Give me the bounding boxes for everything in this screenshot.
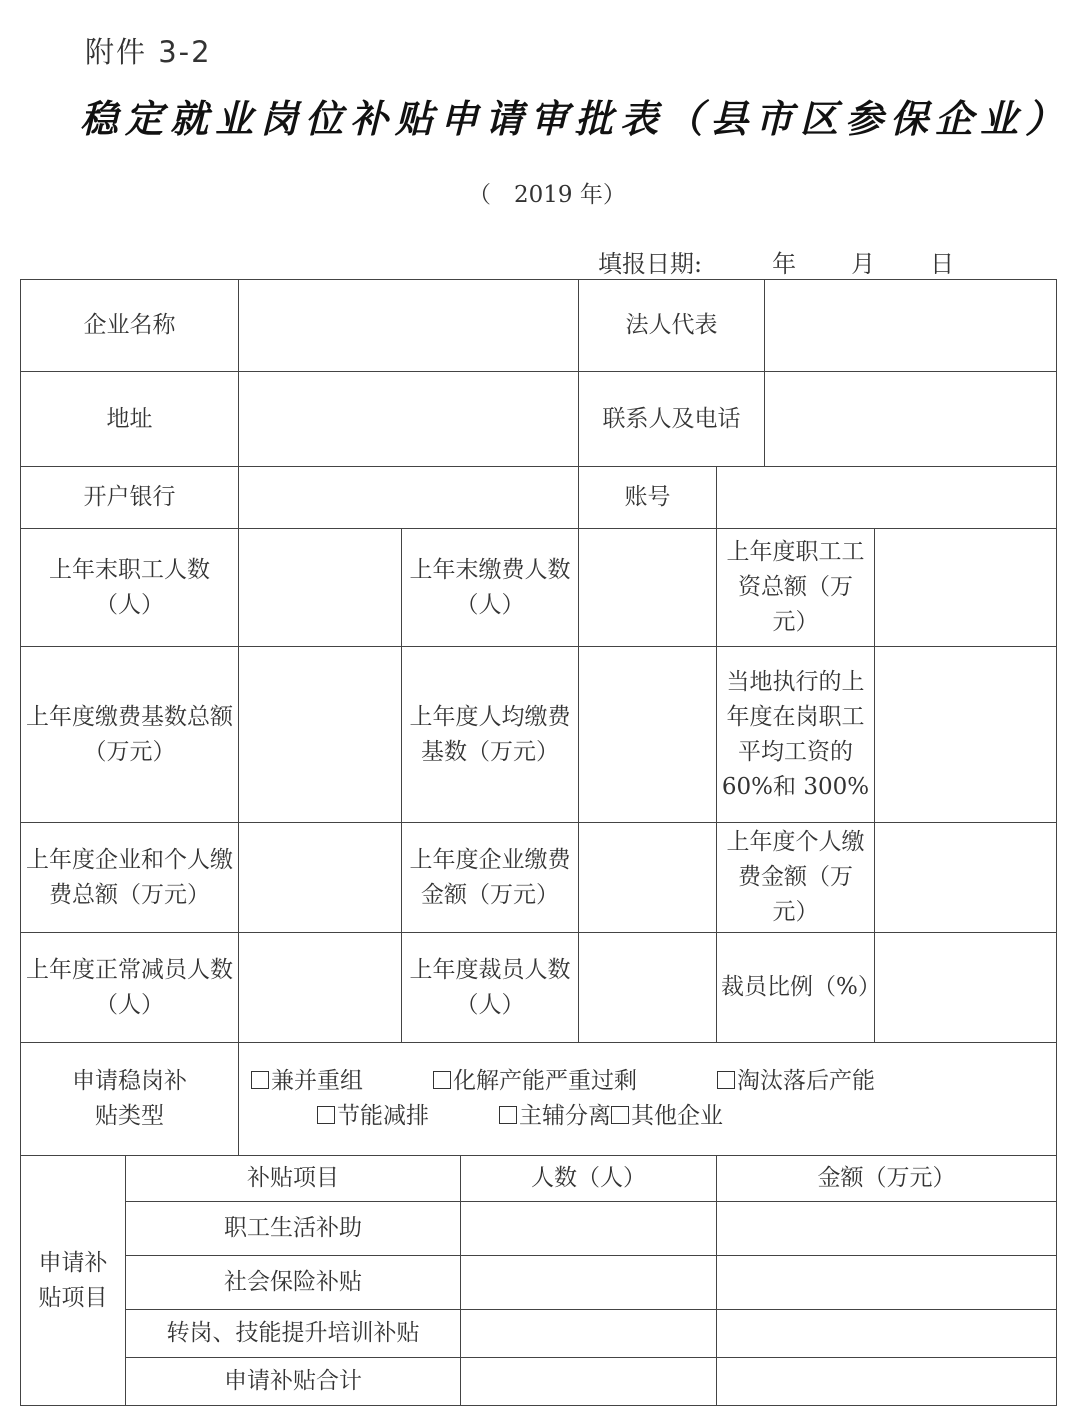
total-contribution-label: 上年度企业和个人缴费总额（万元）	[21, 823, 239, 933]
total-amount-value[interactable]	[717, 1358, 1057, 1406]
training-people-value[interactable]	[461, 1310, 717, 1358]
living-people-value[interactable]	[461, 1202, 717, 1256]
month-unit: 月	[851, 250, 876, 278]
fill-date-label: 填报日期:	[598, 250, 703, 278]
paying-count-value[interactable]	[579, 529, 717, 647]
year-note: （ 2019 年）	[468, 182, 626, 208]
checkbox-icon[interactable]	[433, 1071, 451, 1089]
layoff-ratio-value[interactable]	[875, 933, 1057, 1043]
subsidy-type-label: 申请稳岗补贴类型	[21, 1043, 239, 1156]
table-row	[21, 1202, 1057, 1256]
option-energy-saving[interactable]: 节能减排	[317, 1099, 499, 1134]
row-bank	[21, 467, 1057, 529]
option-other[interactable]: 其他企业	[611, 1099, 723, 1134]
statistics-table	[20, 528, 1057, 1156]
base-avg-value[interactable]	[579, 647, 717, 823]
bank-label: 开户银行	[21, 467, 239, 529]
legal-rep-value[interactable]	[765, 280, 1057, 372]
table-row	[21, 1310, 1057, 1358]
subsidy-items-label: 申请补贴项目	[21, 1156, 126, 1406]
checkbox-icon[interactable]	[611, 1106, 629, 1124]
normal-reduction-value[interactable]	[239, 933, 402, 1043]
contact-value[interactable]	[765, 372, 1057, 467]
total-contribution-value[interactable]	[239, 823, 402, 933]
layoff-count-label: 上年度裁员人数（人）	[402, 933, 579, 1043]
contact-label: 联系人及电话	[579, 372, 765, 467]
row-address	[21, 372, 1057, 467]
personal-contribution-value[interactable]	[875, 823, 1057, 933]
staff-count-value[interactable]	[239, 529, 402, 647]
living-amount-value[interactable]	[717, 1202, 1057, 1256]
company-name-value[interactable]	[239, 280, 579, 372]
subsidy-col-amount: 金额（万元）	[717, 1156, 1057, 1202]
insurance-people-value[interactable]	[461, 1256, 717, 1310]
fill-date	[598, 244, 954, 279]
year-unit: 年	[772, 250, 797, 278]
row-stats-1	[21, 529, 1057, 647]
base-total-value[interactable]	[239, 647, 402, 823]
total-wages-label: 上年度职工工资总额（万元）	[717, 529, 875, 647]
option-obsolete-capacity[interactable]: 淘汰落后产能	[717, 1064, 875, 1099]
staff-count-label: 上年末职工人数（人）	[21, 529, 239, 647]
table-row	[21, 1256, 1057, 1310]
checkbox-icon[interactable]	[317, 1106, 335, 1124]
subsidy-header-row	[21, 1156, 1057, 1202]
attachment-number: 附件 3-2	[85, 35, 212, 69]
legal-rep-label: 法人代表	[579, 280, 765, 372]
day-unit: 日	[930, 250, 955, 278]
row-stats-3	[21, 823, 1057, 933]
bank-value[interactable]	[239, 467, 579, 529]
option-merger[interactable]: 兼并重组	[251, 1064, 433, 1099]
application-form-table	[20, 279, 1057, 529]
checkbox-icon[interactable]	[717, 1071, 735, 1089]
address-label: 地址	[21, 372, 239, 467]
subsidy-type-options	[239, 1043, 1057, 1156]
row-subsidy-type	[21, 1043, 1057, 1156]
checkbox-icon[interactable]	[251, 1071, 269, 1089]
base-total-label: 上年度缴费基数总额（万元）	[21, 647, 239, 823]
subsidy-col-item: 补贴项目	[126, 1156, 461, 1202]
insurance-amount-value[interactable]	[717, 1256, 1057, 1310]
normal-reduction-label: 上年度正常减员人数（人）	[21, 933, 239, 1043]
form-title: 稳定就业岗位补贴申请审批表（县市区参保企业）	[80, 96, 1071, 141]
row-stats-4	[21, 933, 1057, 1043]
total-people-value[interactable]	[461, 1358, 717, 1406]
training-amount-value[interactable]	[717, 1310, 1057, 1358]
subsidy-item-living: 职工生活补助	[126, 1202, 461, 1256]
subsidy-items-table	[20, 1155, 1057, 1406]
row-stats-2	[21, 647, 1057, 823]
personal-contribution-label: 上年度个人缴费金额（万元）	[717, 823, 875, 933]
layoff-ratio-label: 裁员比例（%）	[717, 933, 875, 1043]
row-company	[21, 280, 1057, 372]
subsidy-item-total: 申请补贴合计	[126, 1358, 461, 1406]
table-row	[21, 1358, 1057, 1406]
subsidy-item-social-insurance: 社会保险补贴	[126, 1256, 461, 1310]
base-avg-label: 上年度人均缴费基数（万元）	[402, 647, 579, 823]
local-wage-label: 当地执行的上年度在岗职工平均工资的 60%和 300%	[717, 647, 875, 823]
account-label: 账号	[579, 467, 717, 529]
company-contribution-value[interactable]	[579, 823, 717, 933]
company-contribution-label: 上年度企业缴费金额（万元）	[402, 823, 579, 933]
company-name-label: 企业名称	[21, 280, 239, 372]
account-value[interactable]	[717, 467, 1057, 529]
paying-count-label: 上年末缴费人数（人）	[402, 529, 579, 647]
total-wages-value[interactable]	[875, 529, 1057, 647]
option-overcapacity[interactable]: 化解产能严重过剩	[433, 1064, 717, 1099]
local-wage-value[interactable]	[875, 647, 1057, 823]
subsidy-item-training: 转岗、技能提升培训补贴	[126, 1310, 461, 1358]
address-value[interactable]	[239, 372, 579, 467]
option-separation[interactable]: 主辅分离	[499, 1099, 611, 1134]
checkbox-icon[interactable]	[499, 1106, 517, 1124]
layoff-count-value[interactable]	[579, 933, 717, 1043]
subsidy-col-people: 人数（人）	[461, 1156, 717, 1202]
